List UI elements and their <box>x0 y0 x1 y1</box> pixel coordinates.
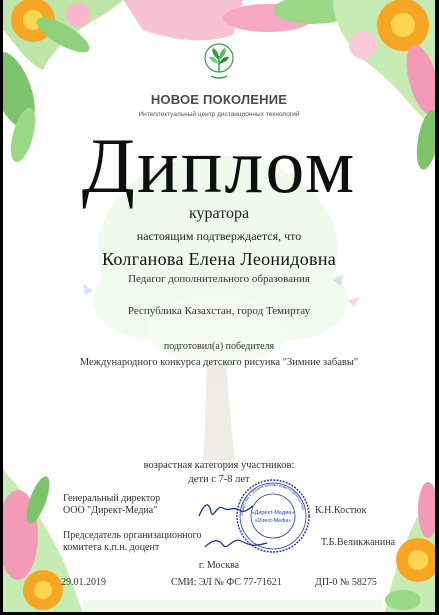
director-title <box>63 493 160 517</box>
confirm-text: настоящим подтверждается, что <box>136 229 302 243</box>
company-seal <box>235 478 311 554</box>
chair-title-line2: комитета к.п.н. доцент <box>63 542 160 553</box>
chair-name: Т.Б.Великжанина <box>321 537 395 548</box>
diploma-sheet <box>3 0 435 612</box>
prepared-text: подготовил(а) победителя <box>163 341 275 352</box>
director-title-line2: ООО "Директ-Медиа" <box>63 505 158 516</box>
seal-inner-text-2: «Direct-Media» <box>254 518 292 524</box>
diploma-number: ДП-0 № 58275 <box>315 577 377 588</box>
recipient-position: Педагог дополнительного образования <box>128 273 310 285</box>
diploma-title: Диплом <box>81 122 357 209</box>
seal-outer-text: Общество с ограниченной ответственностью <box>238 481 307 517</box>
age-category-label: возрастная категория участников: <box>143 460 295 471</box>
organization-name: НОВОЕ ПОКОЛЕНИЕ <box>150 92 288 107</box>
recipient-name: Колганова Елена Леонидовна <box>101 249 337 269</box>
diploma-role: куратора <box>188 205 250 222</box>
seal-inner-text-1: «Директ-Медиа» <box>251 510 295 516</box>
chair-title-line1: Председатель организационного <box>63 530 202 541</box>
issue-city: г. Москва <box>198 560 240 571</box>
contest-name: Международного конкурса детского рисунка "Зимние забавы" <box>79 357 359 368</box>
media-registration: СМИ: ЭЛ № ФС 77-71621 <box>171 577 282 588</box>
organization-subtitle: Интеллектуальный центр дистанционных технологий <box>138 111 300 118</box>
age-category-value: дети с 7-8 лет <box>188 474 250 485</box>
organization-logo-icon <box>201 42 237 88</box>
chair-title <box>63 530 202 554</box>
director-name: К.Н.Костюк <box>315 505 367 516</box>
issue-date: 29.01.2019 <box>61 577 106 588</box>
director-title-line1: Генеральный директор <box>63 493 161 504</box>
recipient-location: Республика Казахстан, город Темиртау <box>127 305 311 317</box>
